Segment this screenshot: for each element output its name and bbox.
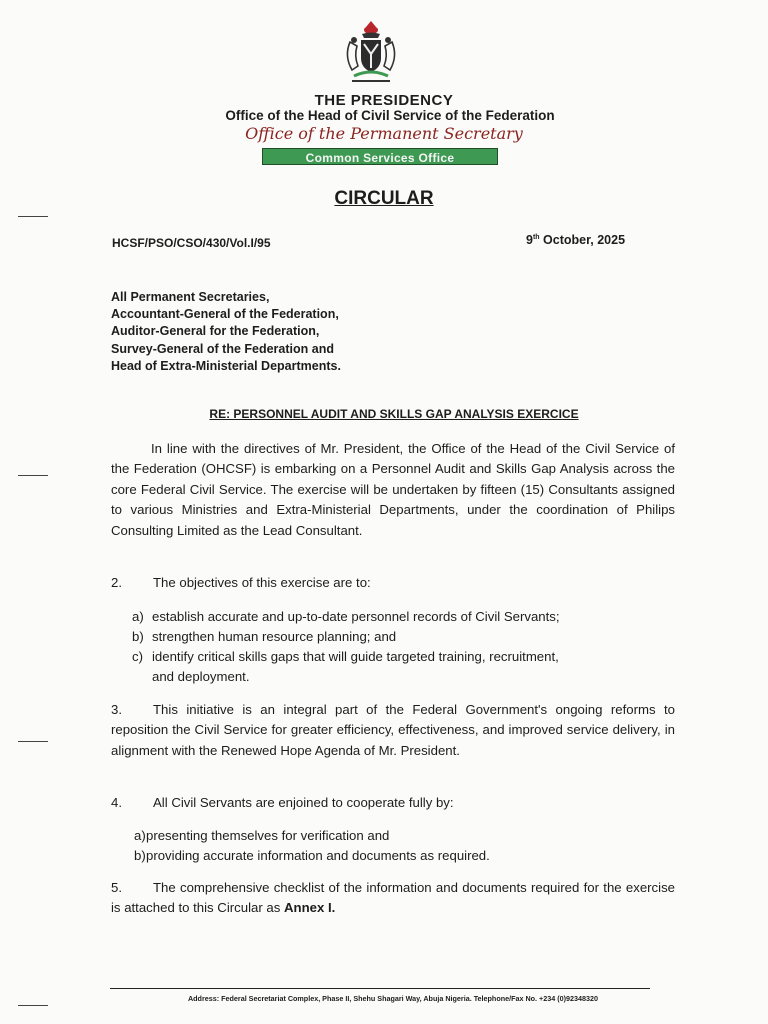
- footer-address: Address: Federal Secretariat Complex, Phase II, Shehu Shagari Way, Abuja Nigeria. Telephone/Fax No. +234 (0)92348320: [187, 994, 599, 1003]
- paragraph-2: [111, 573, 675, 593]
- margin-mark: [18, 1005, 48, 1006]
- date-day: 9: [526, 233, 533, 247]
- margin-mark: [18, 475, 48, 476]
- coat-of-arms-icon: [340, 18, 402, 88]
- paragraph-text: The objectives of this exercise are to:: [153, 575, 371, 590]
- objective-item: [132, 647, 672, 686]
- margin-mark: [18, 741, 48, 742]
- common-services-office-label: Common Services Office: [305, 151, 455, 165]
- list-text-continuation: and deployment.: [152, 668, 250, 684]
- list-marker: a): [132, 609, 144, 624]
- reference-number: HCSF/PSO/CSO/430/Vol.I/95: [112, 236, 271, 250]
- footer-divider: [110, 988, 650, 989]
- list-marker: c): [132, 649, 143, 664]
- list-text: providing accurate information and documents as required.: [146, 848, 490, 863]
- paragraph-3: [111, 700, 675, 761]
- subject-heading: RE: PERSONNEL AUDIT AND SKILLS GAP ANALYSIS EXERCICE: [209, 407, 579, 421]
- list-marker: b): [132, 629, 144, 644]
- paragraph-number: 3.: [111, 702, 122, 717]
- letterhead-office: Office of the Head of Civil Service of the Federation: [225, 108, 555, 123]
- cooperation-item: [134, 846, 674, 866]
- annex-reference: Annex I.: [283, 900, 336, 916]
- list-text: establish accurate and up-to-date personnel records of Civil Servants;: [152, 609, 560, 624]
- paragraph-text: This initiative is an integral part of the Federal Government's ongoing reforms to reposition the Civil Service for greater efficiency, effectiveness, and improved service delivery, in alignment with the Renewed Hope Agenda of Mr. President.: [111, 702, 675, 758]
- paragraph-number: 4.: [111, 795, 122, 810]
- document-title: CIRCULAR: [334, 188, 434, 209]
- paragraph-number: 5.: [111, 880, 122, 895]
- paragraph-text: The comprehensive checklist of the information and documents required for the exercise is attached to this Circular as: [111, 880, 675, 916]
- addressee-line: Auditor-General for the Federation,: [111, 324, 320, 339]
- list-marker: b): [134, 848, 146, 863]
- letterhead-permanent-secretary: Office of the Permanent Secretary: [245, 124, 523, 143]
- objective-item: [132, 607, 672, 627]
- list-text: strengthen human resource planning; and: [152, 629, 397, 644]
- paragraph-5: [111, 878, 675, 919]
- letterhead-presidency: THE PRESIDENCY: [314, 92, 454, 109]
- list-marker: a): [134, 828, 146, 843]
- document-date: [526, 233, 625, 247]
- addressee-block: [111, 289, 341, 375]
- paragraph-text: All Civil Servants are enjoined to cooperate fully by:: [153, 795, 454, 810]
- list-text: presenting themselves for verification and: [146, 828, 390, 843]
- cooperation-item: [134, 826, 674, 846]
- paragraph-1: In line with the directives of Mr. President, the Office of the Head of the Civil Service of the Federation (OHCSF) is embarking on a Personnel Audit and Skills Gap Analysis across the core Federal Civil Service. The exercise will be undertaken by fifteen (15) Consultants assigned to various Ministries and Extra-Ministerial Departments, under the coordination of Philips Consulting Limited as the Lead Consultant.: [111, 441, 675, 538]
- objective-item: [132, 627, 672, 647]
- paragraph-4: [111, 793, 675, 813]
- addressee-line: All Permanent Secretaries,: [111, 290, 270, 304]
- margin-mark: [18, 216, 48, 217]
- date-month-year: October, 2025: [539, 233, 626, 247]
- date-suffix: th: [532, 233, 540, 241]
- addressee-line: Accountant-General of the Federation,: [111, 307, 339, 322]
- addressee-line: Survey-General of the Federation and: [111, 341, 334, 356]
- addressee-line: Head of Extra-Ministerial Departments.: [111, 358, 341, 373]
- paragraph-number: 2.: [111, 575, 122, 590]
- list-text: identify critical skills gaps that will guide targeted training, recruitment,: [152, 649, 559, 664]
- common-services-office-band: [262, 148, 498, 165]
